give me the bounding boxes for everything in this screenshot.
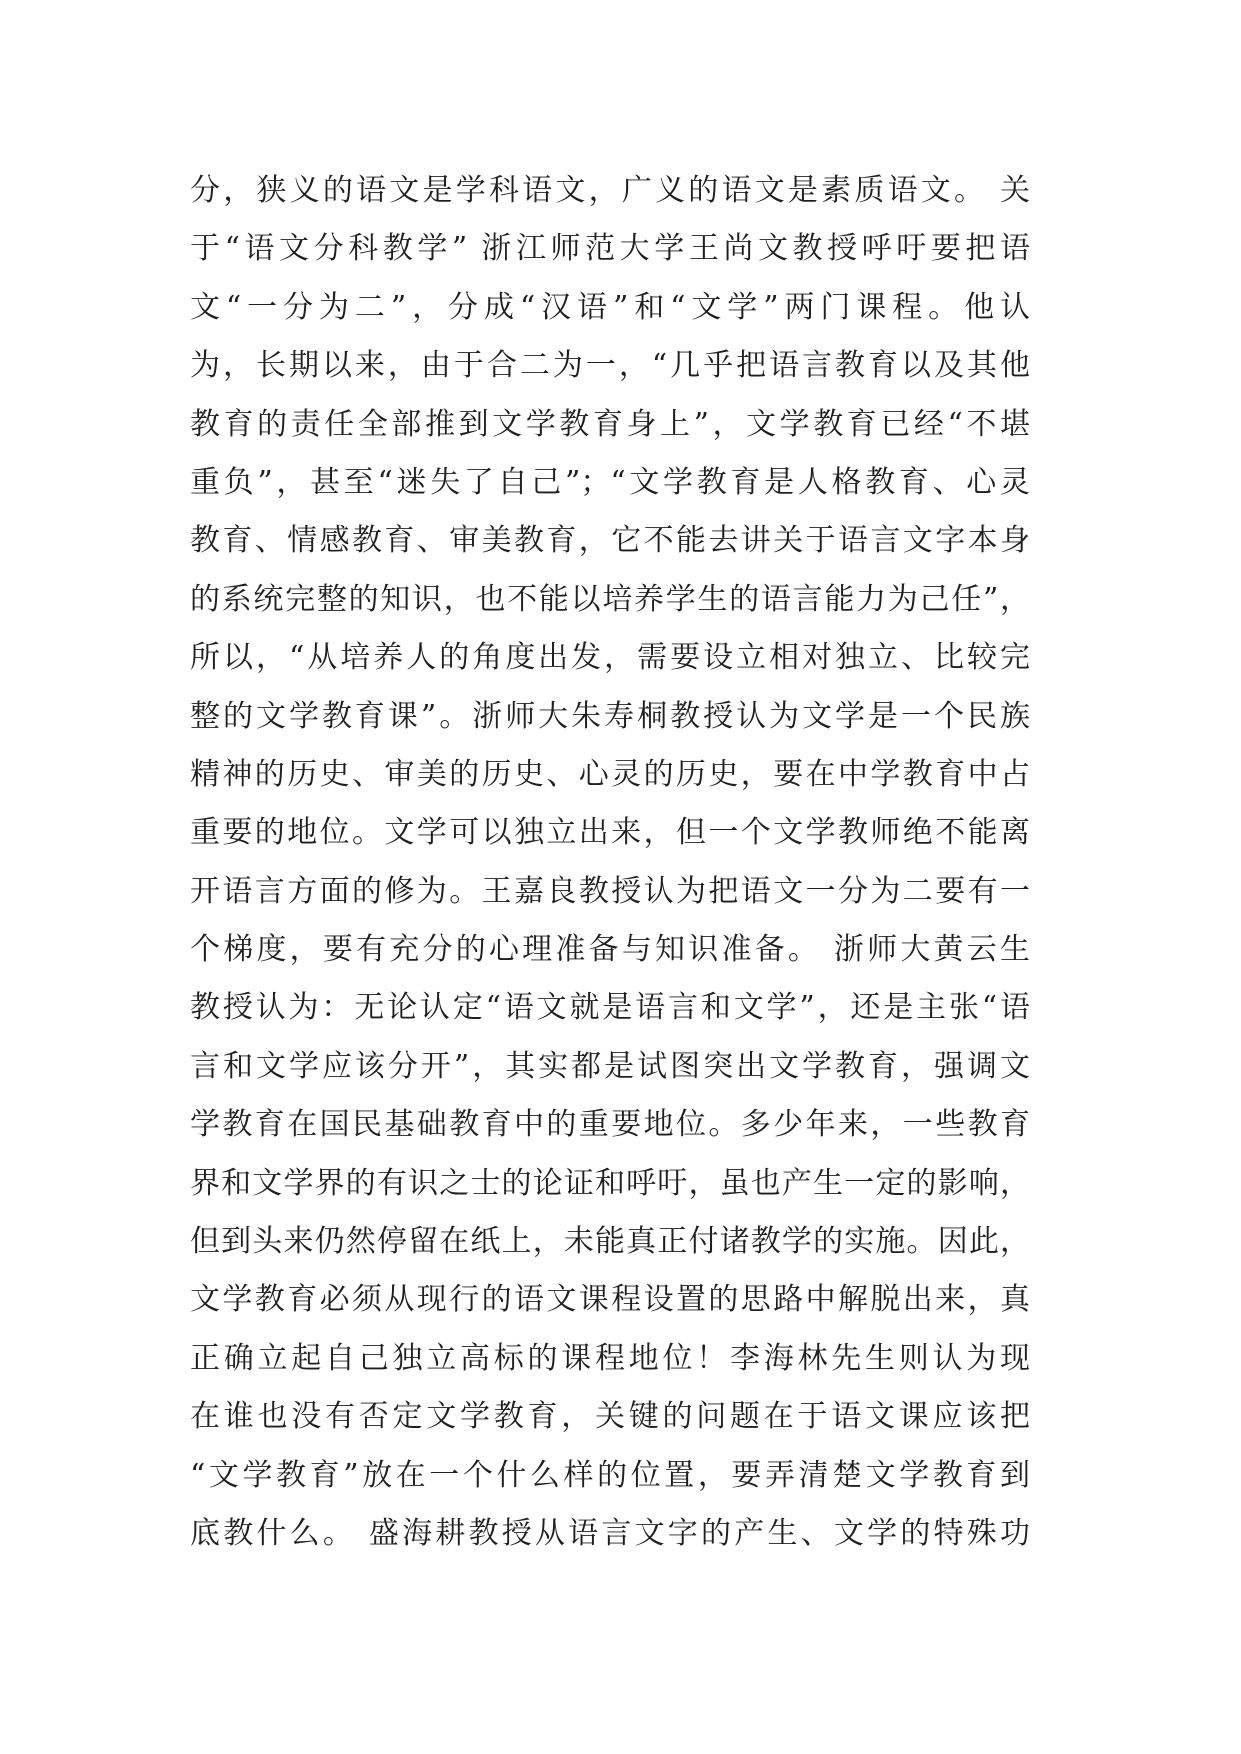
text-line: 学教育在国民基础教育中的重要地位。多少年来，一些教育 xyxy=(190,1107,1030,1143)
text-line: 言和文学应该分开”，其实都是试图突出文学教育，强调文 xyxy=(190,1048,1030,1084)
text-line: 教育、情感教育、审美教育，它不能去讲关于语言文字本身 xyxy=(190,523,1030,559)
body-paragraph xyxy=(190,162,1070,1563)
text-line: 但到头来仍然停留在纸上，未能真正付诸教学的实施。因此， xyxy=(190,1224,1030,1260)
text-line: 开语言方面的修为。王嘉良教授认为把语文一分为二要有一 xyxy=(190,873,1030,909)
text-line: 界和文学界的有识之士的论证和呼吁，虽也产生一定的影响， xyxy=(190,1165,1030,1201)
text-line: 的系统完整的知识，也不能以培养学生的语言能力为己任”， xyxy=(190,581,1030,617)
text-line: 个梯度，要有充分的心理准备与知识准备。 浙师大黄云生 xyxy=(190,932,1030,968)
text-line: 文学教育必须从现行的语文课程设置的思路中解脱出来，真 xyxy=(190,1282,1030,1318)
text-line: 整的文学教育课”。浙师大朱寿桐教授认为文学是一个民族 xyxy=(190,698,1030,734)
text-line: 教育的责任全部推到文学教育身上”，文学教育已经“不堪 xyxy=(190,406,1030,442)
text-line: 重要的地位。文学可以独立出来，但一个文学教师绝不能离 xyxy=(190,815,1030,851)
text-line: 在谁也没有否定文学教育，关键的问题在于语文课应该把 xyxy=(190,1399,1030,1435)
text-line: 教授认为：无论认定“语文就是语言和文学”，还是主张“语 xyxy=(190,990,1030,1026)
text-line: 正确立起自己独立高标的课程地位！李海林先生则认为现 xyxy=(190,1340,1030,1376)
text-line: 文“一分为二”，分成“汉语”和“文学”两门课程。他认 xyxy=(190,289,1030,325)
text-line: 重负”，甚至“迷失了自己”；“文学教育是人格教育、心灵 xyxy=(190,464,1030,500)
text-line: 为，长期以来，由于合二为一，“几乎把语言教育以及其他 xyxy=(190,348,1030,384)
text-line: 于“语文分科教学” 浙江师范大学王尚文教授呼吁要把语 xyxy=(190,231,1030,267)
text-line: 底教什么。 盛海耕教授从语言文字的产生、文学的特殊功 xyxy=(190,1515,1030,1551)
text-line: 精神的历史、审美的历史、心灵的历史，要在中学教育中占 xyxy=(190,756,1030,792)
text-line: 所以，“从培养人的角度出发，需要设立相对独立、比较完 xyxy=(190,640,1030,676)
text-line: “文学教育”放在一个什么样的位置，要弄清楚文学教育到 xyxy=(190,1457,1030,1493)
text-line: 分，狭义的语文是学科语文，广义的语文是素质语文。 关 xyxy=(190,173,1030,208)
